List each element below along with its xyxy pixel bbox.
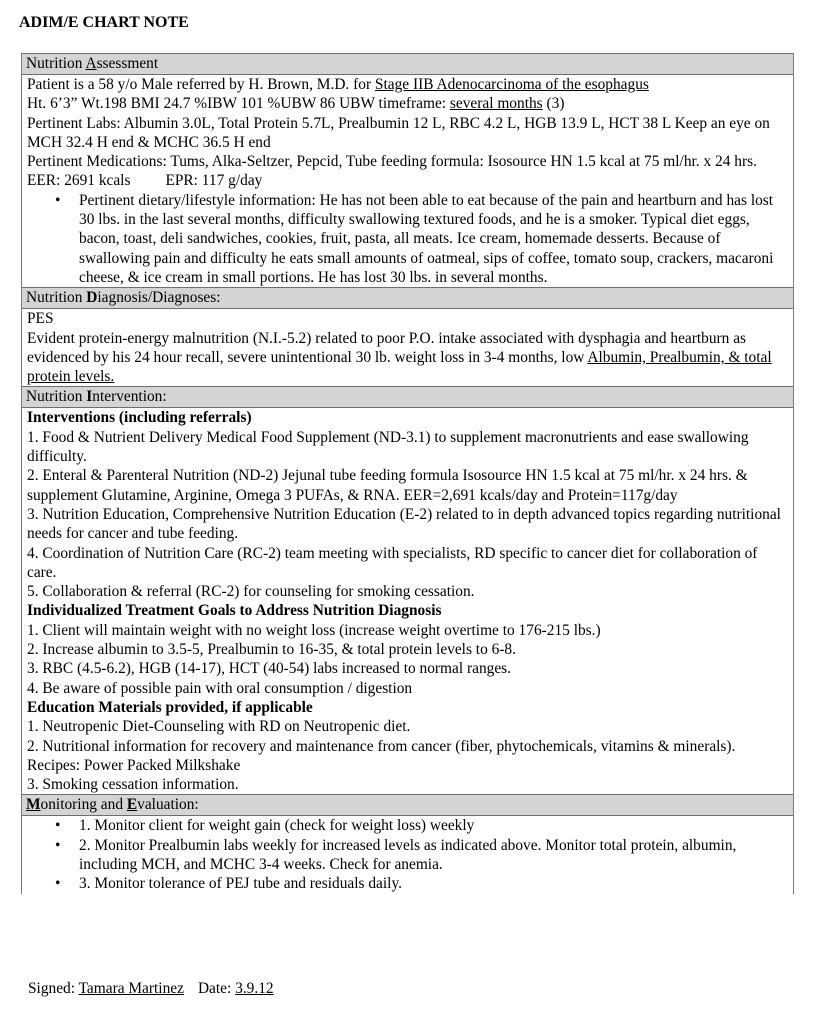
epr-value: EPR: 117 g/day	[165, 172, 263, 190]
intervention-header-pre: Nutrition	[26, 388, 87, 406]
goal-item: 2. Increase albumin to 3.5-5, Prealbumin to 16-35, & total protein levels to 6-8.	[27, 641, 516, 659]
assessment-header-post: ssessment	[96, 55, 159, 72]
education-item: 1. Neutropenic Diet-Counseling with RD on Neutropenic diet.	[27, 718, 411, 736]
intervention-body	[22, 408, 793, 794]
intervention-header-post: ntervention:	[92, 388, 167, 406]
intervention-item: 3. Nutrition Education, Comprehensive Nutrition Education (E-2) related to in depth advanced topics regarding nutritional needs for cancer and tube feeding.	[27, 505, 781, 543]
monitoring-item: • 2. Monitor Prealbumin labs weekly for increased levels as indicated above. Monitor total protein, albumin, including MCH, and MCHC 3-4 weeks. Check for anemia.	[79, 836, 789, 875]
pes-statement	[27, 329, 789, 387]
monitoring-header-mid: onitoring and	[40, 796, 127, 814]
anthropometrics-suffix: (3)	[542, 95, 565, 113]
assessment-header	[22, 53, 793, 75]
pertinent-labs: Pertinent Labs: Albumin 3.0L, Total Protein 5.7L, Prealbumin 12 L, RBC 4.2 L, HGB 13.9 L, HCT 38 L Keep an eye on MCH 32.4 H end & MCHC 36.5 H end	[27, 114, 770, 151]
anthropometrics-text: Ht. 6’3” Wt.198 BMI 24.7 %IBW 101 %UBW 86 UBW timeframe:	[27, 95, 450, 113]
intervention-item: 1. Food & Nutrient Delivery Medical Food Supplement (ND-3.1) to supplement macronutrients and ease swallowing difficulty.	[27, 428, 749, 466]
education-item: 2. Nutritional information for recovery and maintenance from cancer (fiber, phytochemicals, vitamins & minerals). Recipes: Power Packed Milkshake	[27, 737, 736, 774]
goal-item: 3. RBC (4.5-6.2), HGB (14-17), HCT (40-54) labs increased to normal ranges.	[27, 660, 512, 678]
pes-label: PES	[27, 310, 54, 328]
referral-diagnosis: Stage IIB Adenocarcinoma of the esophagus	[374, 76, 649, 93]
diagnosis-header	[22, 287, 793, 309]
goal-item: 1. Client will maintain weight with no weight loss (increase weight overtime to 176-215 lbs.)	[27, 621, 601, 639]
dietary-list	[27, 191, 789, 287]
pertinent-medications: Pertinent Medications: Tums, Alka-Seltzer, Pepcid, Tube feeding formula: Isosource HN 1.5 kcal at 75 ml/hr. x 24 hrs.	[27, 153, 757, 171]
interventions-heading: Interventions (including referrals)	[27, 409, 252, 427]
eer-value: EER: 2691 kcals	[27, 172, 131, 190]
energy-requirements	[27, 171, 789, 190]
anthropometrics-line	[27, 94, 789, 113]
education-heading: Education Materials provided, if applicable	[27, 698, 313, 716]
dietary-info: • Pertinent dietary/lifestyle information: He has not been able to eat because of the pain and heartburn and has lost 30 lbs. in the last several months, difficulty swallowing textured foods, and he is a smoker. Typical diet eggs, bacon, toast, deli sandwiches, cookies, fruit, pasta, all meats. Ice cream, homemade desserts. Because of swallowing pain and difficulty he eats small amounts of oatmeal, sips of coffee, tomato soup, crackers, macaroni cheese, & ice cream in small portions. He has lost 30 lbs. in several months.	[79, 191, 789, 287]
referral-text: Patient is a 58 y/o Male referred by H. Brown, M.D. for	[27, 76, 375, 93]
pes-statement-labs: Albumin, Prealbumin, & total protein levels.	[27, 348, 772, 386]
page-title: ADIM/E CHART NOTE	[19, 14, 189, 31]
monitoring-list	[27, 816, 789, 893]
assessment-body	[22, 75, 793, 287]
intervention-item: 4. Coordination of Nutrition Care (RC-2) team meeting with specialists, RD specific to cancer diet for collaboration of care.	[27, 544, 758, 581]
signature-line	[28, 979, 274, 999]
goal-item: 4. Be aware of possible pain with oral consumption / digestion	[27, 679, 413, 697]
monitoring-item: • 1. Monitor client for weight gain (check for weight loss) weekly	[79, 816, 789, 835]
intervention-item: 2. Enteral & Parenteral Nutrition (ND-2) Jejunal tube feeding formula Isosource HN 1.5 kcal at 75 ml/hr. x 24 hrs. & supplement Glutamine, Arginine, Omega 3 PUFAs, & RNA. EER=2,691 kcals/day and Protein=117g/day	[27, 467, 748, 504]
monitoring-header-letter-e: E	[126, 796, 138, 814]
monitoring-header-letter-m: M	[26, 796, 41, 814]
intervention-header-letter: I	[86, 388, 93, 406]
chart-note-form	[21, 53, 794, 894]
monitoring-item: • 3. Monitor tolerance of PEJ tube and residuals daily.	[79, 874, 789, 893]
education-item: 3. Smoking cessation information.	[27, 776, 239, 794]
assessment-header-pre: Nutrition	[26, 55, 86, 72]
pes-statement-text: Evident protein-energy malnutrition (N.I.-5.2) related to poor P.O. intake associated with dysphagia and heartburn as evidenced by his 24 hour recall, severe unintentional 30 lb. weight loss in 3-4 months, low	[27, 329, 747, 366]
intervention-header	[22, 386, 793, 408]
monitoring-body	[22, 816, 793, 893]
monitoring-header-post: valuation:	[137, 796, 199, 814]
diagnosis-body	[22, 309, 793, 386]
diagnosis-header-post: iagnosis/Diagnoses:	[97, 289, 221, 307]
diagnosis-header-letter: D	[86, 289, 98, 307]
goals-heading: Individualized Treatment Goals to Address Nutrition Diagnosis	[27, 602, 442, 620]
intervention-item: 5. Collaboration & referral (RC-2) for counseling for smoking cessation.	[27, 583, 475, 601]
monitoring-header	[22, 794, 793, 816]
signed-label: Signed:	[28, 980, 79, 997]
diagnosis-header-pre: Nutrition	[26, 289, 87, 307]
ubw-timeframe: several months	[449, 95, 543, 113]
signer-name: Tamara Martinez	[78, 980, 184, 997]
assessment-header-letter: A	[85, 55, 97, 72]
referral-line	[27, 75, 789, 94]
signed-date: 3.9.12	[235, 980, 274, 997]
date-label: Date:	[197, 980, 236, 997]
